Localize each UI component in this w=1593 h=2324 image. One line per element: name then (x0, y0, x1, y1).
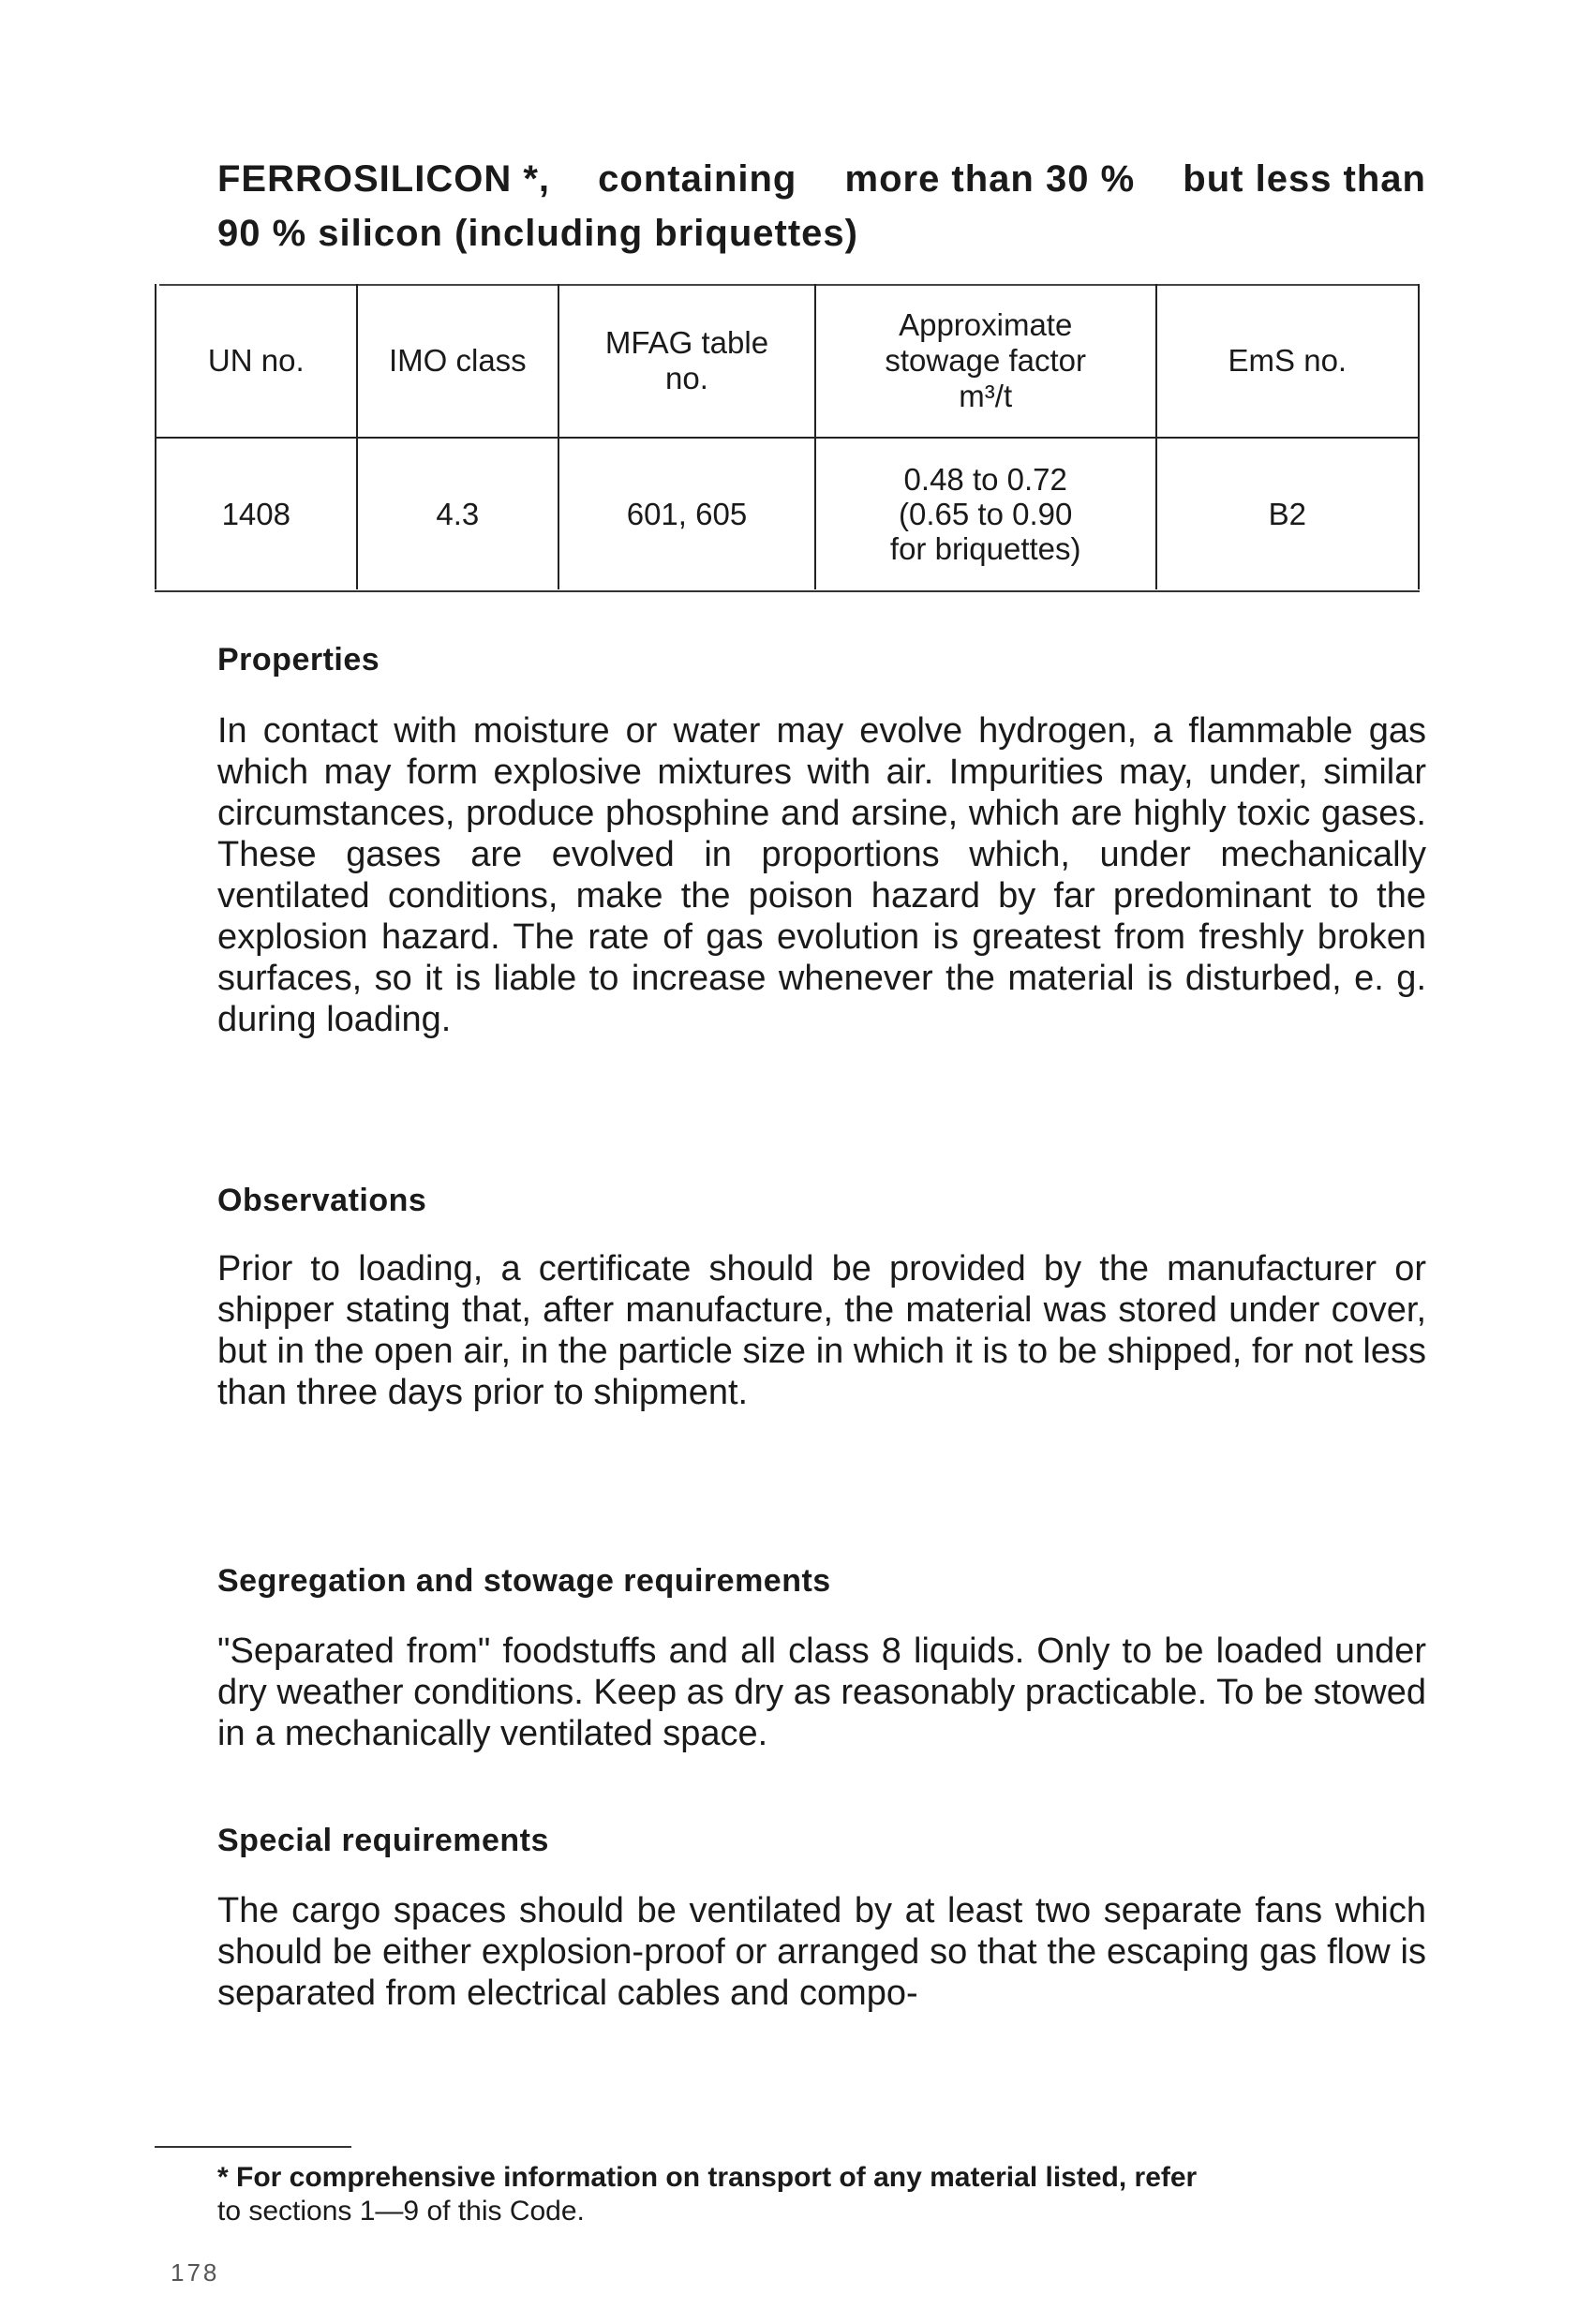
title-word-4: but less than (1183, 158, 1426, 200)
cell-ems-no: B2 (1156, 438, 1419, 589)
stowage-line-3: for briquettes) (889, 531, 1081, 566)
title-line-2: 90 % silicon (including briquettes) (217, 213, 858, 254)
stowage-line-2: (0.65 to 0.90 (899, 497, 1073, 531)
title-word-2: containing (598, 158, 797, 200)
page-number: 178 (171, 2258, 220, 2287)
title-word-1: FERROSILICON *, (217, 158, 551, 200)
special-requirements-text: The cargo spaces should be ventilated by at least two separate fans which should be either explosion-proof or arranged so that the escaping gas flow is separated from electrical cables and compo- (217, 1891, 1426, 2013)
footnote-rule (155, 2146, 351, 2148)
observations-text: Prior to loading, a certificate should be provided by the manufacturer or shipper stating that, after manufacture, the material was stored under cover, but in the open air, in the particle size in which it is to be shipped, for not less than three days prior to shipment. (217, 1249, 1426, 1412)
cargo-data-table (155, 284, 1420, 589)
segregation-heading: Segregation and stowage requirements (217, 1563, 831, 1599)
table-bottom-rule (155, 590, 1420, 592)
footnote-line-2: to sections 1—9 of this Code. (217, 2196, 585, 2227)
cell-un-no: 1408 (156, 438, 357, 589)
header-imo-class: IMO class (357, 284, 559, 438)
table-header-row (156, 284, 1419, 438)
title-word-3: more than 30 % (844, 158, 1136, 200)
document-title (217, 152, 1426, 261)
header-stowage-factor: Approximate stowage factor m³/t (815, 284, 1156, 438)
special-requirements-heading: Special requirements (217, 1823, 549, 1858)
cell-imo-class: 4.3 (357, 438, 559, 589)
footnote (217, 2161, 1426, 2228)
header-mfag: MFAG table no. (558, 284, 815, 438)
table-row (156, 438, 1419, 589)
cell-stowage-factor (815, 438, 1156, 589)
properties-heading: Properties (217, 642, 380, 678)
header-un-no: UN no. (156, 284, 357, 438)
footnote-line-1: * For comprehensive information on transport of any material listed, refer (217, 2162, 1198, 2193)
properties-text: In contact with moisture or water may evolve hydrogen, a flammable gas which may form explosive mixtures with air. Impurities may, under, similar circumstances, produce phosphine and arsine, which are highly toxic gases. These gases are evolved in proportions which, under mechanically ventilated conditions, make the poison hazard by far predominant to the explosion hazard. The rate of gas evolution is greatest from freshly broken surfaces, so it is liable to increase whenever the material is disturbed, e. g. during loading. (217, 711, 1426, 1039)
segregation-text: "Separated from" foodstuffs and all class 8 liquids. Only to be loaded under dry weather conditions. Keep as dry as reasonably practicable. To be stowed in a mechanically ventilated space. (217, 1631, 1426, 1753)
header-ems-no: EmS no. (1156, 284, 1419, 438)
observations-heading: Observations (217, 1183, 427, 1218)
cell-mfag: 601, 605 (558, 438, 815, 589)
stowage-line-1: 0.48 to 0.72 (903, 462, 1067, 497)
